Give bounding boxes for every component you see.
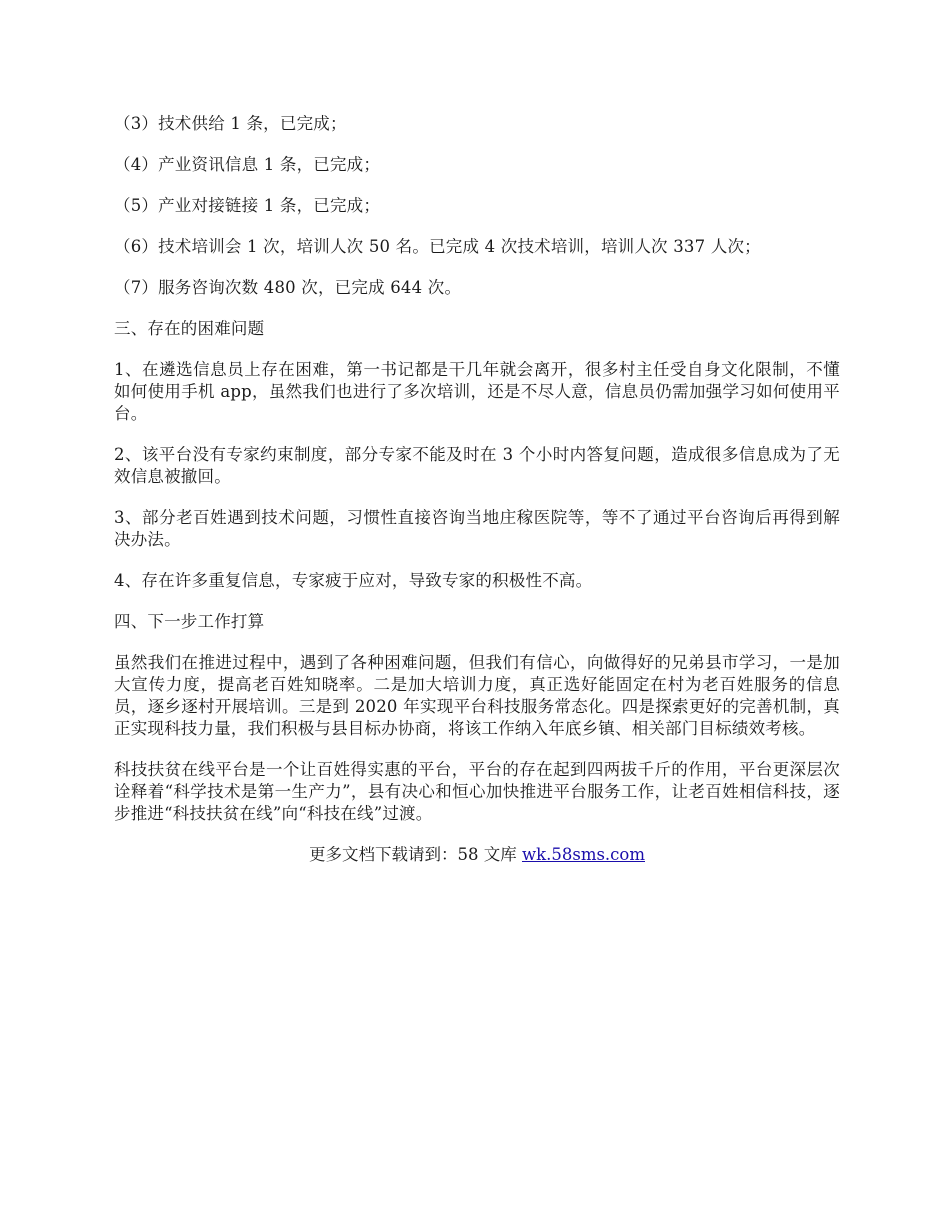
paragraph: 科技扶贫在线平台是一个让百姓得实惠的平台，平台的存在起到四两拔千斤的作用，平台更深层次诠释着“科学技术是第一生产力”，县有决心和恒心加快推进平台服务工作，让老百姓相信科技，逐步推进“科技扶贫在线”向“科技在线”过渡。	[114, 760, 840, 823]
footer-link[interactable]: wk.58sms.com	[521, 845, 645, 864]
footer-text: 更多文档下载请到：58 文库	[308, 845, 522, 864]
list-item: （4）产业资讯信息 1 条，已完成；	[114, 155, 381, 174]
paragraph: 虽然我们在推进过程中，遇到了各种困难问题，但我们有信心，向做得好的兄弟县市学习，一是加大宣传力度，提高老百姓知晓率。二是加大培训力度，真正选好能固定在村为老百姓服务的信息员，逐乡逐村开展培训。三是到 2020 年实现平台科技服务常态化。四是探索更好的完善机制，真正实现科技力量，我们积极与县目标办协商，将该工作纳入年底乡镇、相关部门目标绩效考核。	[114, 653, 840, 738]
list-item: （7）服务咨询次数 480 次，已完成 644 次。	[114, 278, 462, 297]
paragraph: 1、在遴选信息员上存在困难，第一书记都是干几年就会离开，很多村主任受自身文化限制，不懂如何使用手机 app，虽然我们也进行了多次培训，还是不尽人意，信息员仍需加强学习如何使用平台。	[114, 360, 840, 423]
list-item: （5）产业对接链接 1 条，已完成；	[114, 196, 381, 215]
paragraph: 3、部分老百姓遇到技术问题，习惯性直接咨询当地庄稼医院等，等不了通过平台咨询后再得到解决办法。	[114, 508, 840, 549]
footer	[114, 844, 840, 866]
paragraph: 4、存在许多重复信息，专家疲于应对，导致专家的积极性不高。	[114, 571, 593, 590]
document-page	[114, 113, 840, 866]
list-item: （6）技术培训会 1 次，培训人次 50 名。已完成 4 次技术培训，培训人次 337 人次；	[114, 237, 761, 256]
section-heading: 四、下一步工作打算	[114, 612, 265, 631]
section-heading: 三、存在的困难问题	[114, 319, 265, 338]
paragraph: 2、该平台没有专家约束制度，部分专家不能及时在 3 个小时内答复问题，造成很多信息成为了无效信息被撤回。	[114, 445, 840, 486]
list-item: （3）技术供给 1 条，已完成；	[114, 114, 347, 133]
